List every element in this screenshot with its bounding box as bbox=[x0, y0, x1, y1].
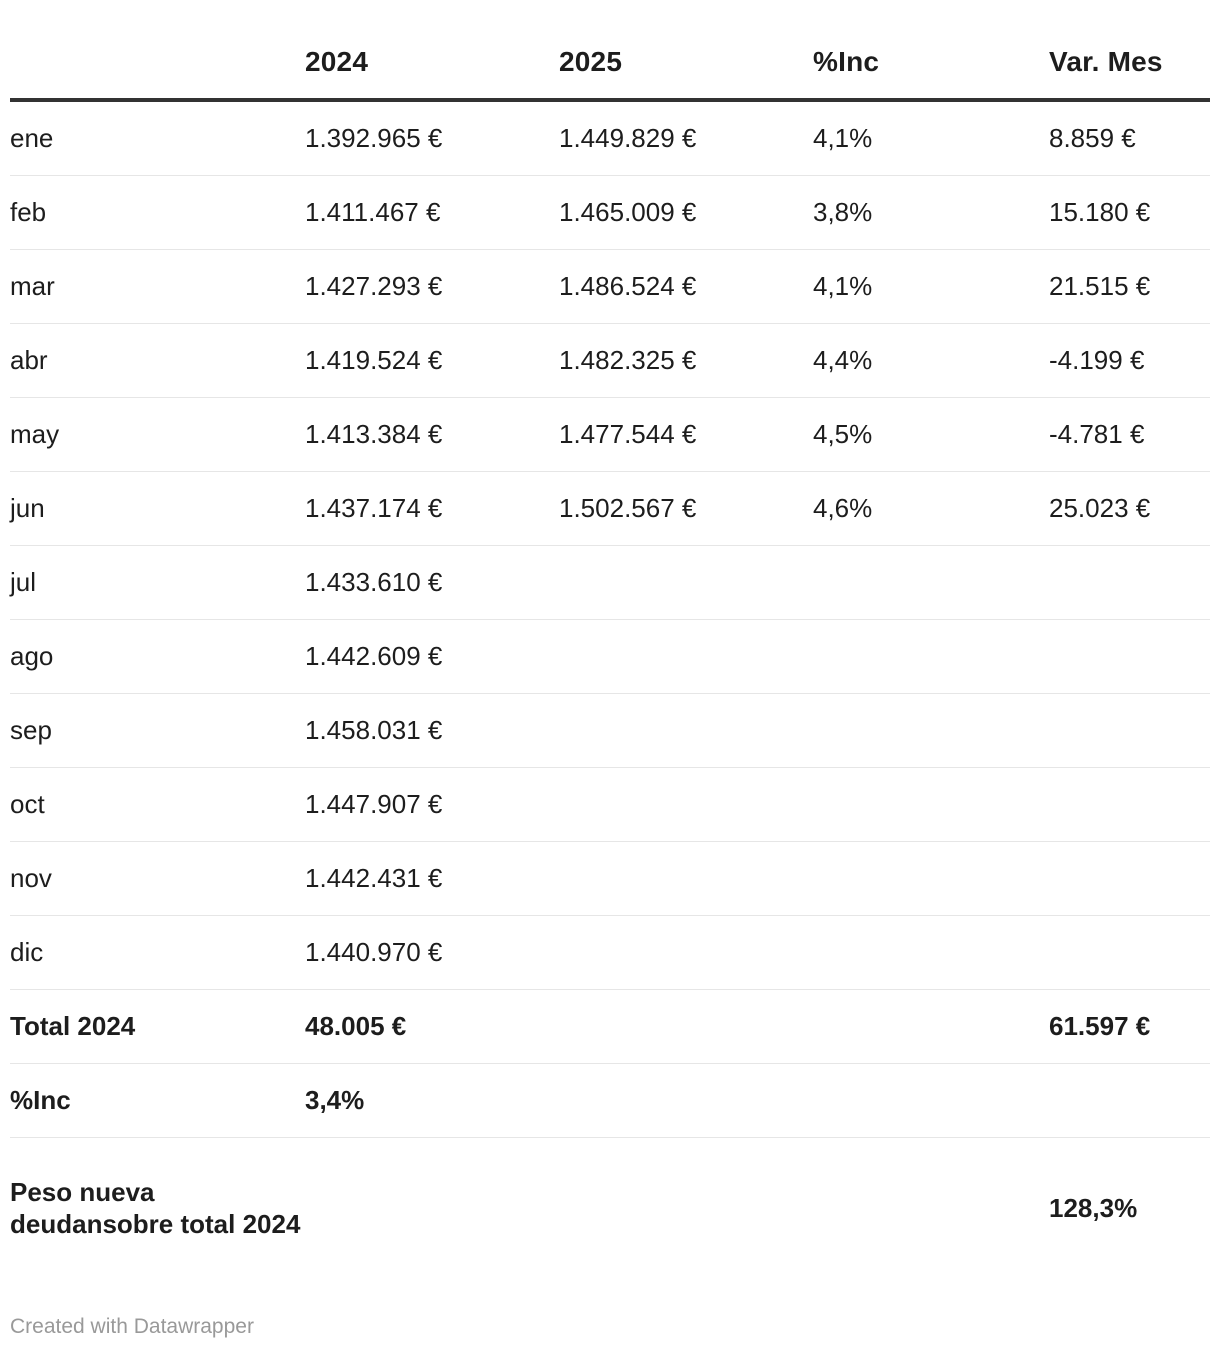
table-cell bbox=[1049, 768, 1210, 842]
table-body bbox=[10, 100, 1210, 1278]
column-header-label bbox=[10, 26, 305, 100]
table-cell bbox=[559, 842, 813, 916]
table-cell: 1.427.293 € bbox=[305, 250, 559, 324]
table-cell: 4,1% bbox=[813, 250, 1049, 324]
table-cell bbox=[813, 546, 1049, 620]
table-cell: 1.442.609 € bbox=[305, 620, 559, 694]
table-cell bbox=[559, 768, 813, 842]
row-label: jun bbox=[10, 472, 305, 546]
table-cell: 1.411.467 € bbox=[305, 176, 559, 250]
row-label: nov bbox=[10, 842, 305, 916]
table-cell: 1.447.907 € bbox=[305, 768, 559, 842]
table-cell: 4,4% bbox=[813, 324, 1049, 398]
table-cell: 48.005 € bbox=[305, 990, 559, 1064]
table-row bbox=[10, 1064, 1210, 1138]
table-cell bbox=[559, 990, 813, 1064]
row-label: abr bbox=[10, 324, 305, 398]
table-row bbox=[10, 842, 1210, 916]
row-label: mar bbox=[10, 250, 305, 324]
table-cell: 8.859 € bbox=[1049, 100, 1210, 176]
table-cell: 1.449.829 € bbox=[559, 100, 813, 176]
table-cell: 25.023 € bbox=[1049, 472, 1210, 546]
row-label: ago bbox=[10, 620, 305, 694]
column-header-pct-inc: %Inc bbox=[813, 26, 1049, 100]
table-cell bbox=[813, 842, 1049, 916]
row-label: Peso nueva deudansobre total 2024 bbox=[10, 1177, 301, 1239]
table-cell bbox=[813, 990, 1049, 1064]
table-cell bbox=[1049, 1064, 1210, 1138]
table-cell: 1.502.567 € bbox=[559, 472, 813, 546]
column-header-2024: 2024 bbox=[305, 26, 559, 100]
table-cell: 3,4% bbox=[305, 1064, 559, 1138]
table-row bbox=[10, 990, 1210, 1064]
table-row bbox=[10, 768, 1210, 842]
table-cell: 4,6% bbox=[813, 472, 1049, 546]
table-cell bbox=[1049, 916, 1210, 990]
row-label: Total 2024 bbox=[10, 990, 305, 1064]
table-cell bbox=[813, 916, 1049, 990]
table-cell: 128,3% bbox=[1049, 1193, 1138, 1223]
table-cell: 1.433.610 € bbox=[305, 546, 559, 620]
data-table-container bbox=[10, 26, 1210, 1278]
table-row bbox=[10, 398, 1210, 472]
table-row bbox=[10, 916, 1210, 990]
table-cell bbox=[559, 1138, 813, 1279]
table-cell bbox=[1049, 694, 1210, 768]
table-cell: 1.437.174 € bbox=[305, 472, 559, 546]
data-table bbox=[10, 26, 1210, 1278]
column-header-2025: 2025 bbox=[559, 26, 813, 100]
row-label: dic bbox=[10, 916, 305, 990]
table-cell bbox=[559, 620, 813, 694]
table-cell bbox=[813, 1138, 1049, 1279]
table-cell: 1.458.031 € bbox=[305, 694, 559, 768]
table-row bbox=[10, 176, 1210, 250]
table-cell bbox=[813, 768, 1049, 842]
table-cell: 1.465.009 € bbox=[559, 176, 813, 250]
table-cell bbox=[1049, 546, 1210, 620]
table-cell bbox=[559, 916, 813, 990]
table-cell: 4,5% bbox=[813, 398, 1049, 472]
table-row bbox=[10, 620, 1210, 694]
row-label: sep bbox=[10, 694, 305, 768]
table-cell bbox=[559, 546, 813, 620]
table-cell: 15.180 € bbox=[1049, 176, 1210, 250]
table-cell bbox=[1049, 842, 1210, 916]
table-row bbox=[10, 250, 1210, 324]
table-cell: 21.515 € bbox=[1049, 250, 1210, 324]
table-cell: 1.442.431 € bbox=[305, 842, 559, 916]
table-row bbox=[10, 100, 1210, 176]
footer-credit: Created with Datawrapper bbox=[10, 1315, 254, 1338]
table-cell: 61.597 € bbox=[1049, 990, 1210, 1064]
table-cell bbox=[559, 1064, 813, 1138]
column-header-var-mes: Var. Mes bbox=[1049, 26, 1210, 100]
table-cell: 3,8% bbox=[813, 176, 1049, 250]
table-row bbox=[10, 324, 1210, 398]
table-cell: 1.413.384 € bbox=[305, 398, 559, 472]
table-cell bbox=[305, 1138, 559, 1279]
row-label: ene bbox=[10, 100, 305, 176]
table-cell: -4.199 € bbox=[1049, 324, 1210, 398]
table-cell bbox=[1049, 620, 1210, 694]
table-cell: 4,1% bbox=[813, 100, 1049, 176]
table-cell: 1.419.524 € bbox=[305, 324, 559, 398]
table-row bbox=[10, 694, 1210, 768]
row-label: oct bbox=[10, 768, 305, 842]
table-cell bbox=[813, 620, 1049, 694]
table-cell: 1.477.544 € bbox=[559, 398, 813, 472]
table-cell: -4.781 € bbox=[1049, 398, 1210, 472]
table-row bbox=[10, 472, 1210, 546]
row-label: feb bbox=[10, 176, 305, 250]
row-label: may bbox=[10, 398, 305, 472]
table-cell bbox=[813, 1064, 1049, 1138]
row-label: jul bbox=[10, 546, 305, 620]
table-cell: 1.486.524 € bbox=[559, 250, 813, 324]
table-row bbox=[10, 546, 1210, 620]
table-cell bbox=[559, 694, 813, 768]
table-cell: 1.392.965 € bbox=[305, 100, 559, 176]
header-row bbox=[10, 26, 1210, 100]
table-cell bbox=[813, 694, 1049, 768]
table-cell: 1.440.970 € bbox=[305, 916, 559, 990]
row-label: %Inc bbox=[10, 1064, 305, 1138]
table-cell: 1.482.325 € bbox=[559, 324, 813, 398]
table-row bbox=[10, 1138, 1210, 1279]
